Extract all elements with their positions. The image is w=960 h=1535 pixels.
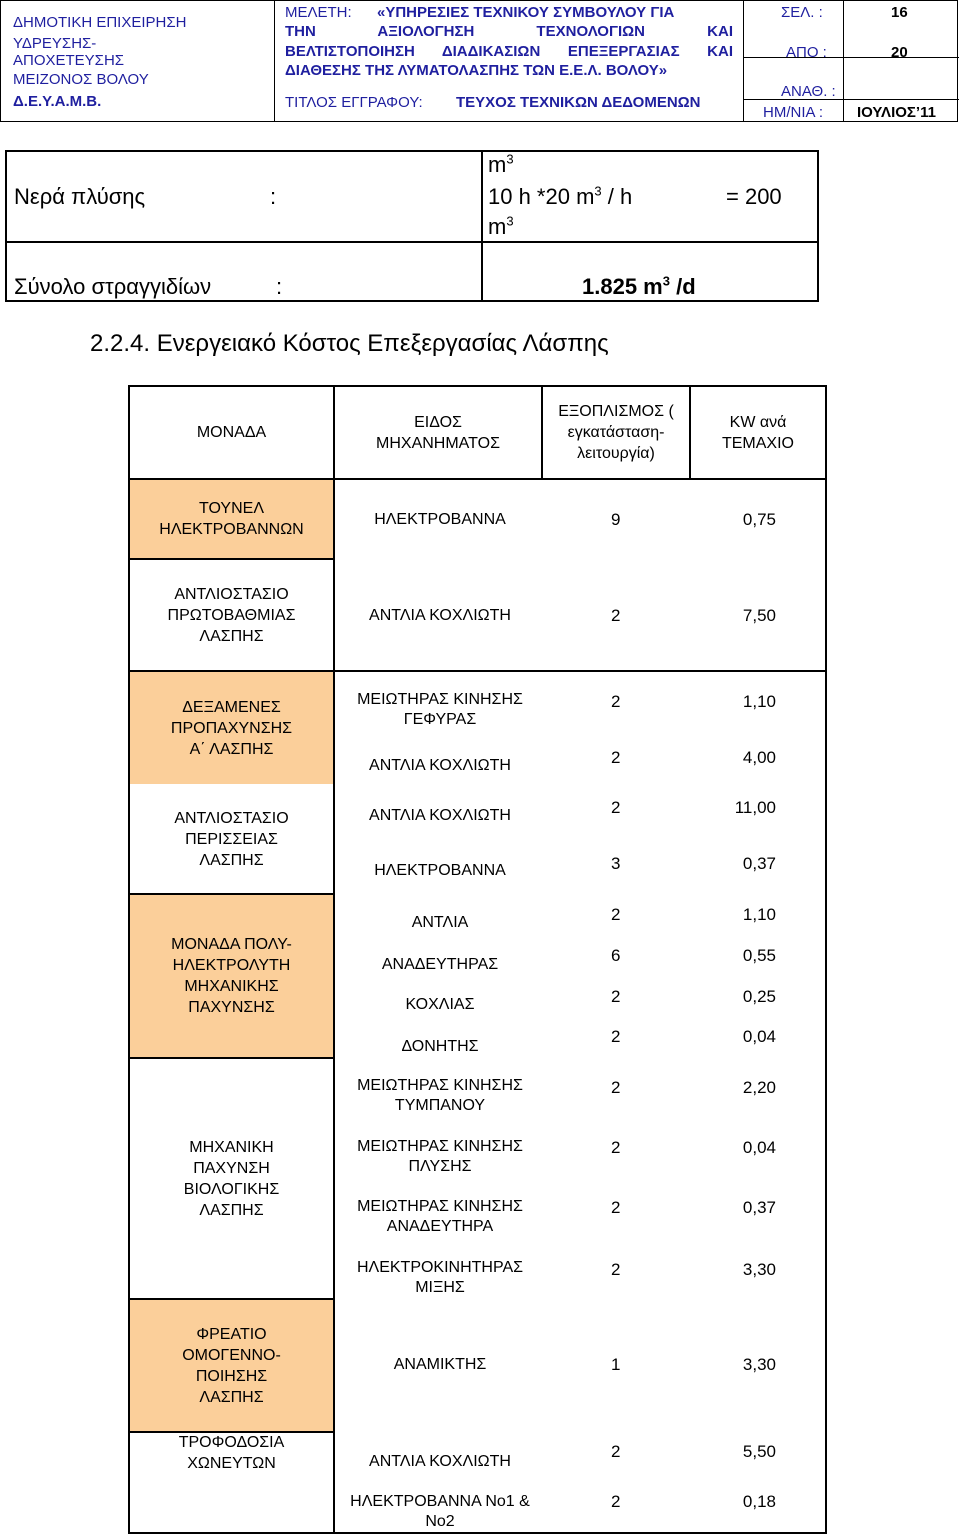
equipment-quantity: 2: [611, 1198, 621, 1217]
unit-homogenization-well: ΦΡΕΑΤΙΟ ΟΜΟΓΕΝΝΟ-ΠΟΙΗΣΗΣ ΛΑΣΠΗΣ: [182, 1325, 281, 1406]
kw-value: 0,37: [742, 1198, 776, 1217]
equipment-quantity: 2: [611, 798, 621, 817]
equipment-quantity: 2: [611, 1027, 621, 1046]
equipment-quantity: 2: [611, 1078, 621, 1097]
unit-electrobath-tunnel: ΤΟΥΝΕΛ ΗΛΕΚΤΡΟΒΑΝΝΩΝ: [159, 500, 304, 538]
unit-digester-feed: ΤΡΟΦΟΔΟΣΙΑ ΧΩΝΕΥΤΩΝ: [178, 1434, 285, 1472]
doc-title-label: ΤΙΤΛΟΣ ΕΓΓΡΑΦΟΥ:: [285, 94, 423, 111]
unit-biological-sludge-thickening: ΜΗΧΑΝΙΚΗ ΠΑΧΥΝΣΗ ΒΙΟΛΟΓΙΚΗΣ ΛΑΣΠΗΣ: [183, 1138, 280, 1219]
total-drainage-label: Σύνολο στραγγιδίων: [14, 274, 212, 299]
kw-value: 0,04: [742, 1138, 776, 1157]
header-unit: ΜΟΝΑΔΑ: [196, 424, 267, 441]
equipment-quantity: 2: [611, 1260, 621, 1279]
wash-water-result: = 200: [726, 184, 782, 209]
kw-value: 0,55: [742, 946, 776, 965]
date-value: ΙΟΥΛΙΟΣ’11: [857, 104, 936, 121]
doc-title: ΤΕΥΧΟΣ ΤΕΧΝΙΚΩΝ ΔΕΔΟΜΕΝΩΝ: [456, 94, 701, 111]
machine-name: ΜΕΙΩΤΗΡΑΣ ΚΙΝΗΣΗΣ ΠΛΥΣΗΣ: [357, 1138, 523, 1175]
header-equipment: ΕΞΟΠΛΙΣΜΟΣ ( εγκατάσταση-λειτουργία): [558, 403, 674, 462]
section-title: 2.2.4. Ενεργειακό Κόστος Επεξεργασίας Λάσπης: [90, 330, 609, 357]
kw-value: 0,37: [742, 854, 776, 873]
study-line-2: ΤΗΝ ΑΞΙΟΛΟΓΗΣΗ ΤΕΧΝΟΛΟΓΙΩΝ ΚΑΙ: [285, 23, 733, 40]
kw-value: 5,50: [742, 1442, 776, 1461]
equipment-quantity: 2: [611, 987, 621, 1006]
machine-name: ΚΟΧΛΙΑΣ: [405, 996, 475, 1013]
study-label: ΜΕΛΕΤΗ:: [285, 4, 352, 21]
kw-value: 4,00: [742, 748, 776, 767]
wash-water-label: Νερά πλύσης: [14, 184, 146, 209]
org-line-4: ΜΕΙΖΟΝΟΣ ΒΟΛΟΥ: [13, 71, 149, 88]
equipment-quantity: 2: [611, 748, 621, 767]
kw-value: 1,10: [742, 905, 776, 924]
kw-value: 1,10: [742, 692, 776, 711]
machine-name: ΑΝΑΔΕΥΤΗΡΑΣ: [381, 956, 499, 973]
org-line-1: ΔΗΜΟΤΙΚΗ ΕΠΙΧΕΙΡΗΣΗ: [13, 14, 187, 31]
of-value: 20: [891, 44, 908, 61]
unit-primary-sludge-pump-station: ΑΝΤΛΙΟΣΤΑΣΙΟ ΠΡΩΤΟΒΑΘΜΙΑΣ ΛΑΣΠΗΣ: [167, 585, 296, 645]
study-line-3: ΒΕΛΤΙΣΤΟΠΟΙΗΣΗ ΔΙΑΔΙΚΑΣΙΩΝ ΕΠΕΞΕΡΓΑΣΙΑΣ ΚΑΙ: [285, 43, 733, 60]
equipment-quantity: 2: [611, 606, 621, 625]
header-machine-type: ΕΙΔΟΣ ΜΗΧΑΝΗΜΑΤΟΣ: [376, 413, 500, 452]
unit-prethickening-tanks: ΔΕΞΑΜΕΝΕΣ ΠΡΟΠΑΧΥΝΣΗΣ Α΄ ΛΑΣΠΗΣ: [170, 698, 293, 758]
equipment-quantity: 3: [611, 854, 621, 873]
unit-polyelectrolyte-thickening: ΜΟΝΑΔΑ ΠΟΛΥ-ΗΛΕΚΤΡΟΛΥΤΗ ΜΗΧΑΝΙΚΗΣ ΠΑΧΥΝΣΗΣ: [171, 936, 292, 1016]
top-unit: $m^3$: [488, 151, 514, 177]
equipment-quantity: 2: [611, 1492, 621, 1511]
wash-water-colon: :: [270, 184, 277, 209]
header-kw-per-piece: KW ανά ΤΕΜΑΧΙΟ: [721, 413, 794, 452]
machine-name: ΜΕΙΩΤΗΡΑΣ ΚΙΝΗΣΗΣ ΓΕΦΥΡΑΣ: [357, 691, 523, 728]
equipment-quantity: 2: [611, 692, 621, 711]
study-line-4: ΔΙΑΘΕΣΗΣ ΤΗΣ ΛΥΜΑΤΟΛΑΣΠΗΣ ΤΩΝ Ε.Ε.Λ. ΒΟΛΟΥ»: [285, 62, 668, 79]
wash-water-unit: $m^3$: [488, 213, 514, 239]
org-line-3: ΑΠΟΧΕΤΕΥΣΗΣ: [13, 52, 125, 69]
kw-value: 2,20: [742, 1078, 776, 1097]
equipment-quantity: 2: [611, 905, 621, 924]
machine-name: ΑΝΤΛΙΑ ΚΟΧΛΙΩΤΗ: [369, 1453, 511, 1470]
kw-value: 7,50: [742, 606, 776, 625]
kw-value: 3,30: [742, 1355, 776, 1374]
revision-label: ΑΝΑΘ. :: [781, 83, 836, 100]
kw-value: 0,25: [742, 987, 776, 1006]
total-drainage-value: 1.825 $m^3$ /d: [582, 273, 696, 299]
kw-value: 3,30: [742, 1260, 776, 1279]
machine-name: ΑΝΤΛΙΑ ΚΟΧΛΙΩΤΗ: [369, 607, 511, 624]
kw-value: 0,75: [742, 510, 776, 529]
total-drainage-colon: :: [276, 274, 283, 299]
machine-name: ΑΝΑΜΙΚΤΗΣ: [393, 1356, 487, 1373]
org-abbrev: Δ.Ε.Υ.Α.Μ.Β.: [13, 93, 102, 110]
machine-name: ΑΝΤΛΙΑ ΚΟΧΛΙΩΤΗ: [369, 757, 511, 774]
wash-water-formula: 10 h *20 $m^3$ / h: [488, 183, 633, 209]
machine-name: ΗΛΕΚΤΡΟΒΑΝΝΑ: [374, 511, 506, 528]
equipment-quantity: 2: [611, 1138, 621, 1157]
machine-name: ΜΕΙΩΤΗΡΑΣ ΚΙΝΗΣΗΣ ΑΝΑΔΕΥΤΗΡΑ: [357, 1198, 523, 1235]
kw-value: 0,04: [742, 1027, 776, 1046]
equipment-quantity: 2: [611, 1442, 621, 1461]
machine-name: ΗΛΕΚΤΡΟΒΑΝΝΑ Νο1 & Νο2: [350, 1493, 530, 1530]
kw-value: 11,00: [734, 798, 776, 817]
equipment-quantity: 6: [611, 946, 621, 965]
unit-excess-sludge-pump-station: ΑΝΤΛΙΟΣΤΑΣΙΟ ΠΕΡΙΣΣΕΙΑΣ ΛΑΣΠΗΣ: [174, 810, 289, 869]
of-label: ΑΠΟ :: [786, 44, 827, 61]
equipment-quantity: 1: [611, 1355, 621, 1374]
org-line-2: ΥΔΡΕΥΣΗΣ-: [13, 35, 97, 52]
date-label: ΗΜ/ΝΙΑ :: [763, 104, 824, 121]
equipment-quantity: 9: [611, 510, 621, 529]
machine-name: ΔΟΝΗΤΗΣ: [401, 1038, 479, 1055]
page-label: ΣΕΛ. :: [781, 4, 823, 21]
machine-name: ΑΝΤΛΙΑ ΚΟΧΛΙΩΤΗ: [369, 807, 511, 824]
machine-name: ΗΛΕΚΤΡΟΚΙΝΗΤΗΡΑΣ ΜΙΞΗΣ: [356, 1259, 524, 1296]
machine-name: ΜΕΙΩΤΗΡΑΣ ΚΙΝΗΣΗΣ ΤΥΜΠΑΝΟΥ: [357, 1077, 523, 1114]
page-value: 16: [891, 4, 908, 21]
study-line-1: «ΥΠΗΡΕΣΙΕΣ ΤΕΧΝΙΚΟΥ ΣΥΜΒΟΥΛΟΥ ΓΙΑ: [377, 4, 675, 21]
machine-name: ΑΝΤΛΙΑ: [411, 914, 469, 931]
machine-name: ΗΛΕΚΤΡΟΒΑΝΝΑ: [374, 862, 506, 879]
kw-value: 0,18: [742, 1492, 776, 1511]
